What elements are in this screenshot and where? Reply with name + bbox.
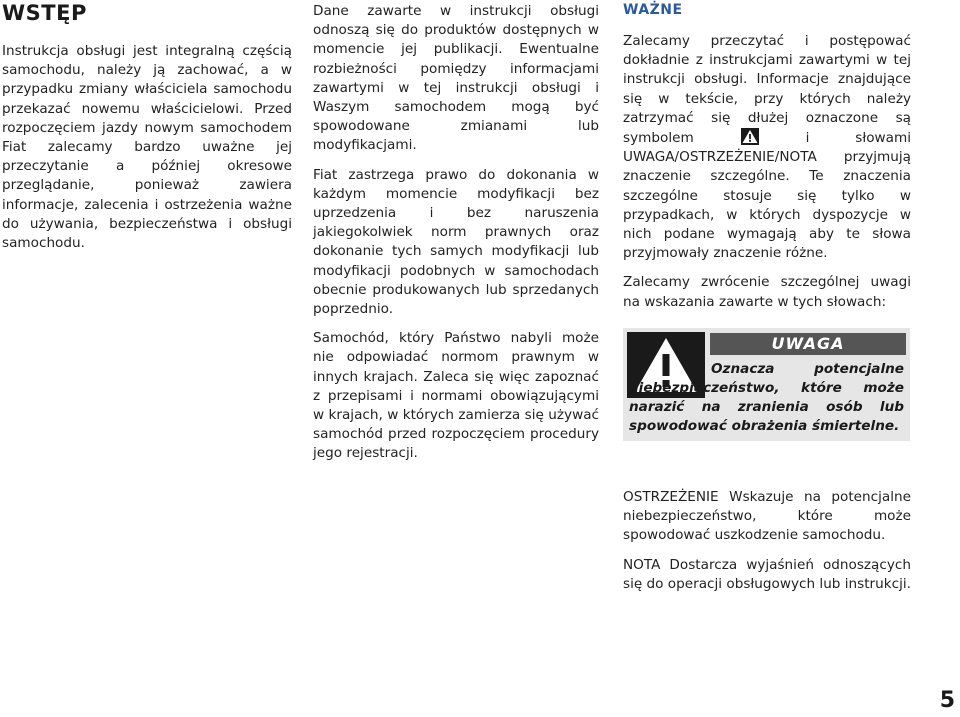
warning-label: UWAGA <box>710 333 906 355</box>
column-notes <box>623 488 911 604</box>
paragraph-ostrzezenie: OSTRZEŻENIE Wskazuje na potencjalne niebezpieczeństwo, które może spowodować uszkodzenie samochodu. <box>623 489 911 544</box>
paragraph-modification-rights: Fiat zastrzega prawo do dokonania w każdym momencie modyfikacji bez uprzedzenia i bez naruszenia jakiegokolwiek norm prawnych oraz dokonanie tych samych modyfikacji lub modyfikacji podobnych w samochodach obecnie produkowanych lub sprzedanych poprzednio. <box>313 166 599 318</box>
read-instructions-text-b: i słowami UWAGA/OSTRZEŻENIE/NOTA przyjmują znaczenie szczególne. Te znaczenia szczególne stosuje się tylko w przypadkach, w których dyspozycje w nich podane wymagają aby te słowa przyjmowały znaczenie różne. <box>623 130 912 262</box>
paragraph-publication-data: Dane zawarte w instrukcji obsługi odnoszą się do produktów dostępnych w momencie jej publikacji. Ewentualne rozbieżności pomiędzy informacjami zawartymi w tej instrukcji obsługi i Waszym samochodem mogą być spowodowane zmianami lub modyfikacjami. <box>313 3 599 154</box>
intro-paragraph: Instrukcja obsługi jest integralną częścią samochodu, należy ją zachować, a w przypadku zmiany właściciela samochodu przekazać nowemu właścicielowi. Przed rozpoczęciem jazdy nowym samochodem Fiat zalecamy bardzo uważne jej przeczytanie a później okresowe przeglądanie, ponieważ zawiera informacje, zalecenia i ostrzeżenia ważne do używania, bezpieczeństwa i obsługi samochodu. <box>2 43 292 252</box>
section-heading-wstep: WSTĘP <box>2 1 87 25</box>
paragraph-special-attention: Zalecamy zwrócenie szczególnej uwagi na wskazania zawarte w tych słowach: <box>623 274 911 310</box>
paragraph-read-instructions <box>623 32 911 263</box>
section-heading-wazne: WAŻNE <box>623 2 683 18</box>
paragraph-nota: NOTA Dostarcza wyjaśnień odnoszących się do operacji obsługowych lub instrukcji. <box>623 556 911 592</box>
paragraph-legal-norms: Samochód, który Państwo nabyli może nie odpowiadać normom prawnym w innych krajach. Zaleca się więc zapoznać z przepisami i normami obowiązującymi w krajach, w których zamierza się używać samochód przed rozpoczęciem procedury jego rejestracji. <box>313 330 599 462</box>
column-middle <box>313 2 599 474</box>
warning-triangle-icon <box>741 128 759 145</box>
column-intro <box>2 42 292 263</box>
warning-text: Oznacza potencjalne niebezpieczeństwo, które może narazić na zranienia osób lub spowodować obrażenia śmiertelne. <box>629 361 904 434</box>
read-instructions-text-a: Zalecamy przeczytać i postępować dokładnie z instrukcjami zawartymi w tej instrukcji obsługi. Informacje znajdujące się w tekście, przy których należy zatrzymać się dłużej oznaczone są symbolem <box>623 33 911 147</box>
warning-box <box>623 328 910 441</box>
page-number: 5 <box>939 688 955 713</box>
column-important <box>623 32 911 322</box>
